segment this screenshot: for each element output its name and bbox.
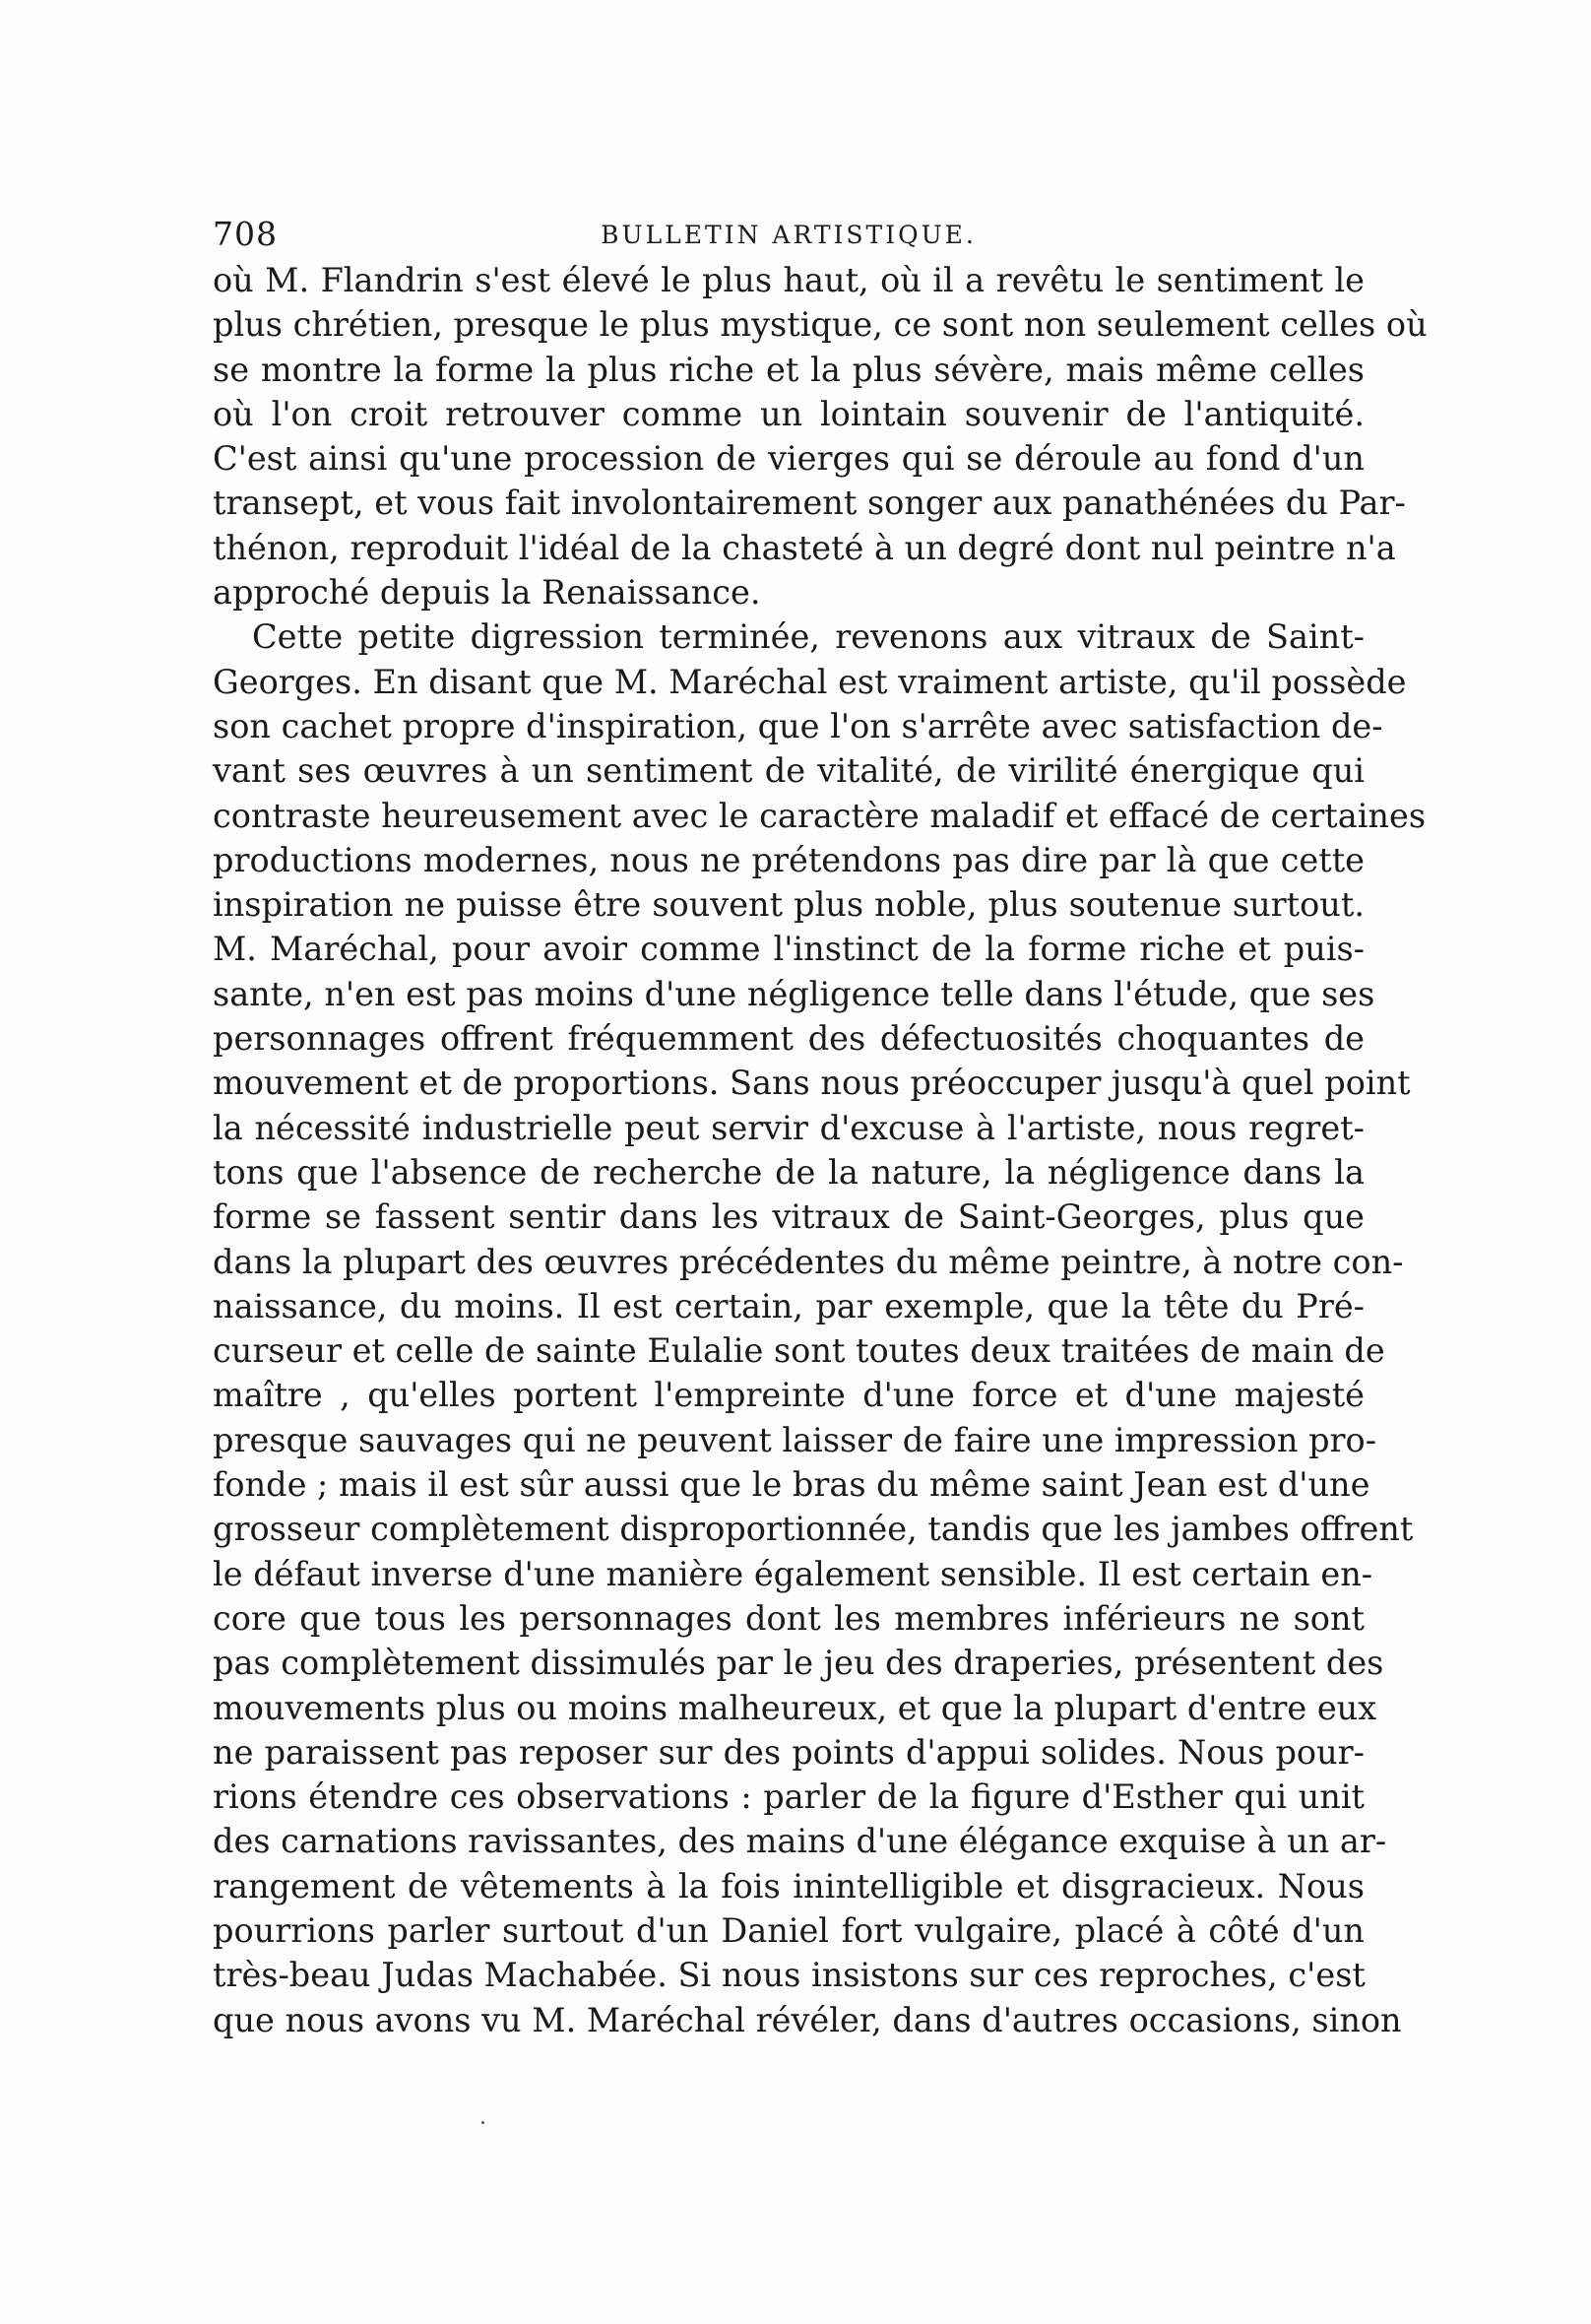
running-head xyxy=(213,209,1365,258)
text-line: M. Maréchal, pour avoir comme l'instinct de la forme riche et puis- xyxy=(213,930,1365,969)
text-line: sante, n'en est pas moins d'une négligence telle dans l'étude, que ses xyxy=(213,974,1375,1013)
text-line: transept, et vous fait involontairement songer aux panathénées du Par- xyxy=(213,484,1406,523)
print-speck xyxy=(481,2121,484,2124)
text-line: presque sauvages qui ne peuvent laisser de faire une impression pro- xyxy=(213,1420,1377,1459)
text-line: Cette petite digression terminée, revenons aux vitraux de Saint- xyxy=(252,617,1365,657)
text-line: tons que l'absence de recherche de la nature, la négligence dans la xyxy=(213,1152,1365,1192)
text-line: dans la plupart des œuvres précédentes du même peintre, à notre con- xyxy=(213,1242,1404,1281)
text-line: core que tous les personnages dont les membres inférieurs ne sont xyxy=(213,1598,1365,1638)
text-line: la nécessité industrielle peut servir d'excuse à l'artiste, nous regret- xyxy=(213,1108,1365,1147)
text-line: où l'on croit retrouver comme un lointain souvenir de l'antiquité. xyxy=(213,394,1365,433)
text-line: des carnations ravissantes, des mains d'une élégance exquise à un ar- xyxy=(213,1822,1387,1861)
page-number: 708 xyxy=(213,215,278,253)
text-line: que nous avons vu M. Maréchal révéler, dans d'autres occasions, sinon xyxy=(213,2000,1402,2039)
text-line: curseur et celle de sainte Eulalie sont toutes deux traitées de main de xyxy=(213,1331,1385,1371)
text-line: C'est ainsi qu'une procession de vierges qui se déroule au fond d'un xyxy=(213,439,1365,479)
text-line: ne paraissent pas reposer sur des points d'appui solides. Nous pour- xyxy=(213,1732,1365,1772)
running-title: BULLETIN ARTISTIQUE. xyxy=(601,221,977,249)
text-line: mouvement et de proportions. Sans nous préoccuper jusqu'à quel point xyxy=(213,1064,1411,1103)
text-line: productions modernes, nous ne prétendons pas dire par là que cette xyxy=(213,840,1365,879)
text-line: contraste heureusement avec le caractère maladif et effacé de certaines xyxy=(213,796,1427,835)
text-line: personnages offrent fréquemment des défectuosités choquantes de xyxy=(213,1019,1365,1059)
text-line: très-beau Judas Machabée. Si nous insistons sur ces reproches, c'est xyxy=(213,1956,1366,1995)
text-line: thénon, reproduit l'idéal de la chasteté à un degré dont nul peintre n'a xyxy=(213,528,1396,567)
text-line: vant ses œuvres à un sentiment de vitalité, de virilité énergique qui xyxy=(213,751,1365,791)
text-line: forme se fassent sentir dans les vitraux de Saint-Georges, plus que xyxy=(213,1197,1365,1237)
text-line: mouvements plus ou moins malheureux, et que la plupart d'entre eux xyxy=(213,1688,1377,1727)
text-line: fonde ; mais il est sûr aussi que le bras du même saint Jean est d'une xyxy=(213,1465,1370,1505)
text-line: où M. Flandrin s'est élevé le plus haut, où il a revêtu le sentiment le xyxy=(213,261,1365,299)
paragraph xyxy=(213,258,1428,614)
text-line: le défaut inverse d'une manière également sensible. Il est certain en- xyxy=(213,1554,1373,1593)
text-line: approché depuis la Renaissance. xyxy=(213,573,761,613)
text-line: plus chrétien, presque le plus mystique, ce sont non seulement celles où xyxy=(213,305,1428,345)
text-line: inspiration ne puisse être souvent plus noble, plus soutenue surtout. xyxy=(213,885,1365,925)
body-text xyxy=(213,258,1428,2042)
text-line: pourrions parler surtout d'un Daniel fort vulgaire, placé à côté d'un xyxy=(213,1910,1365,1950)
text-line: son cachet propre d'inspiration, que l'on s'arrête avec satisfaction de- xyxy=(213,706,1383,745)
text-line: rangement de vêtements à la fois inintelligible et disgracieux. Nous xyxy=(213,1866,1365,1905)
paragraph xyxy=(213,614,1427,2042)
text-line: maître , qu'elles portent l'empreinte d'une force et d'une majesté xyxy=(213,1376,1365,1415)
text-line: naissance, du moins. Il est certain, par exemple, que la tête du Pré- xyxy=(213,1286,1365,1325)
text-line: rions étendre ces observations : parler de la figure d'Esther qui unit xyxy=(213,1777,1365,1817)
text-line: se montre la forme la plus riche et la plus sévère, mais même celles xyxy=(213,350,1365,389)
text-line: Georges. En disant que M. Maréchal est vraiment artiste, qu'il possède xyxy=(213,662,1407,701)
text-line: grosseur complètement disproportionnée, tandis que les jambes offrent xyxy=(213,1510,1414,1549)
text-line: pas complètement dissimulés par le jeu des draperies, présentent des xyxy=(213,1644,1384,1683)
